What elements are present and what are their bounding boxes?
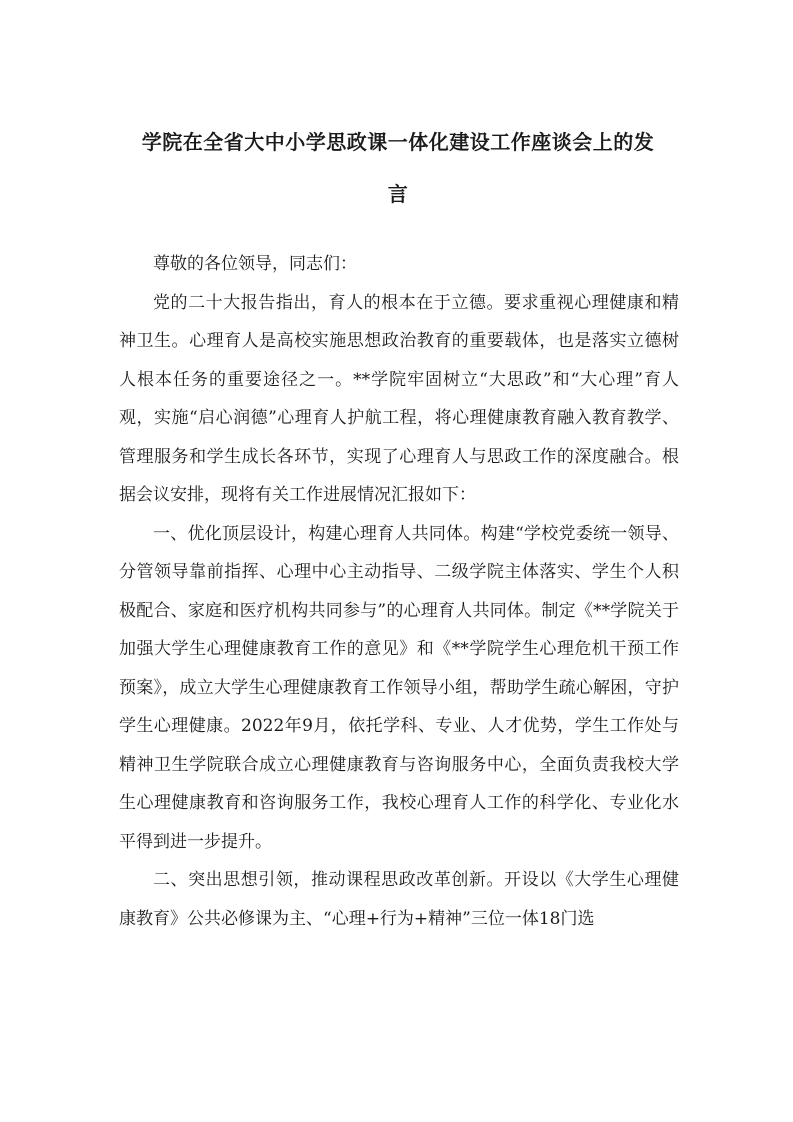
- document-title-line-1: 学院在全省大中小学思政课一体化建设工作座谈会上的发: [141, 130, 655, 154]
- document-body: [119, 245, 679, 938]
- salutation: 尊敬的各位领导，同志们：: [153, 254, 357, 274]
- document-title-line-2: 言: [387, 182, 409, 206]
- paragraph-section-1: 一、优化顶层设计，构建心理育人共同体。构建“学校党委统一领导、分管领导靠前指挥、心理中心主动指导、二级学院主体落实、学生个人积极配合、家庭和医疗机构共同参与”的心理育人共同体。制定《**学院关于加强大学生心理健康教育工作的意见》和《**学院学生心理危机干预工作预案》，成立大学生心理健康教育工作领导小组，帮助学生疏心解困，守护学生心理健康。2022年9月，依托学科、专业、人才优势，学生工作处与精神卫生学院联合成立心理健康教育与咨询服务中心，全面负责我校大学生心理健康教育和咨询服务工作，我校心理育人工作的科学化、专业化水平得到进一步提升。: [119, 523, 679, 852]
- paragraph-section-2: 二、突出思想引领，推动课程思政改革创新。开设以《大学生心理健康教育》公共必修课为主、“心理+行为+精神”三位一体18门选: [119, 870, 679, 929]
- paragraph-intro: 党的二十大报告指出，育人的根本在于立德。要求重视心理健康和精神卫生。心理育人是高校实施思想政治教育的重要载体，也是落实立德树人根本任务的重要途径之一。**学院牢固树立“大思政”和“大心理”育人观，实施“启心润德”心理育人护航工程，将心理健康教育融入教育教学、管理服务和学生成长各环节，实现了心理育人与思政工作的深度融合。根据会议安排，现将有关工作进展情况汇报如下：: [119, 292, 679, 505]
